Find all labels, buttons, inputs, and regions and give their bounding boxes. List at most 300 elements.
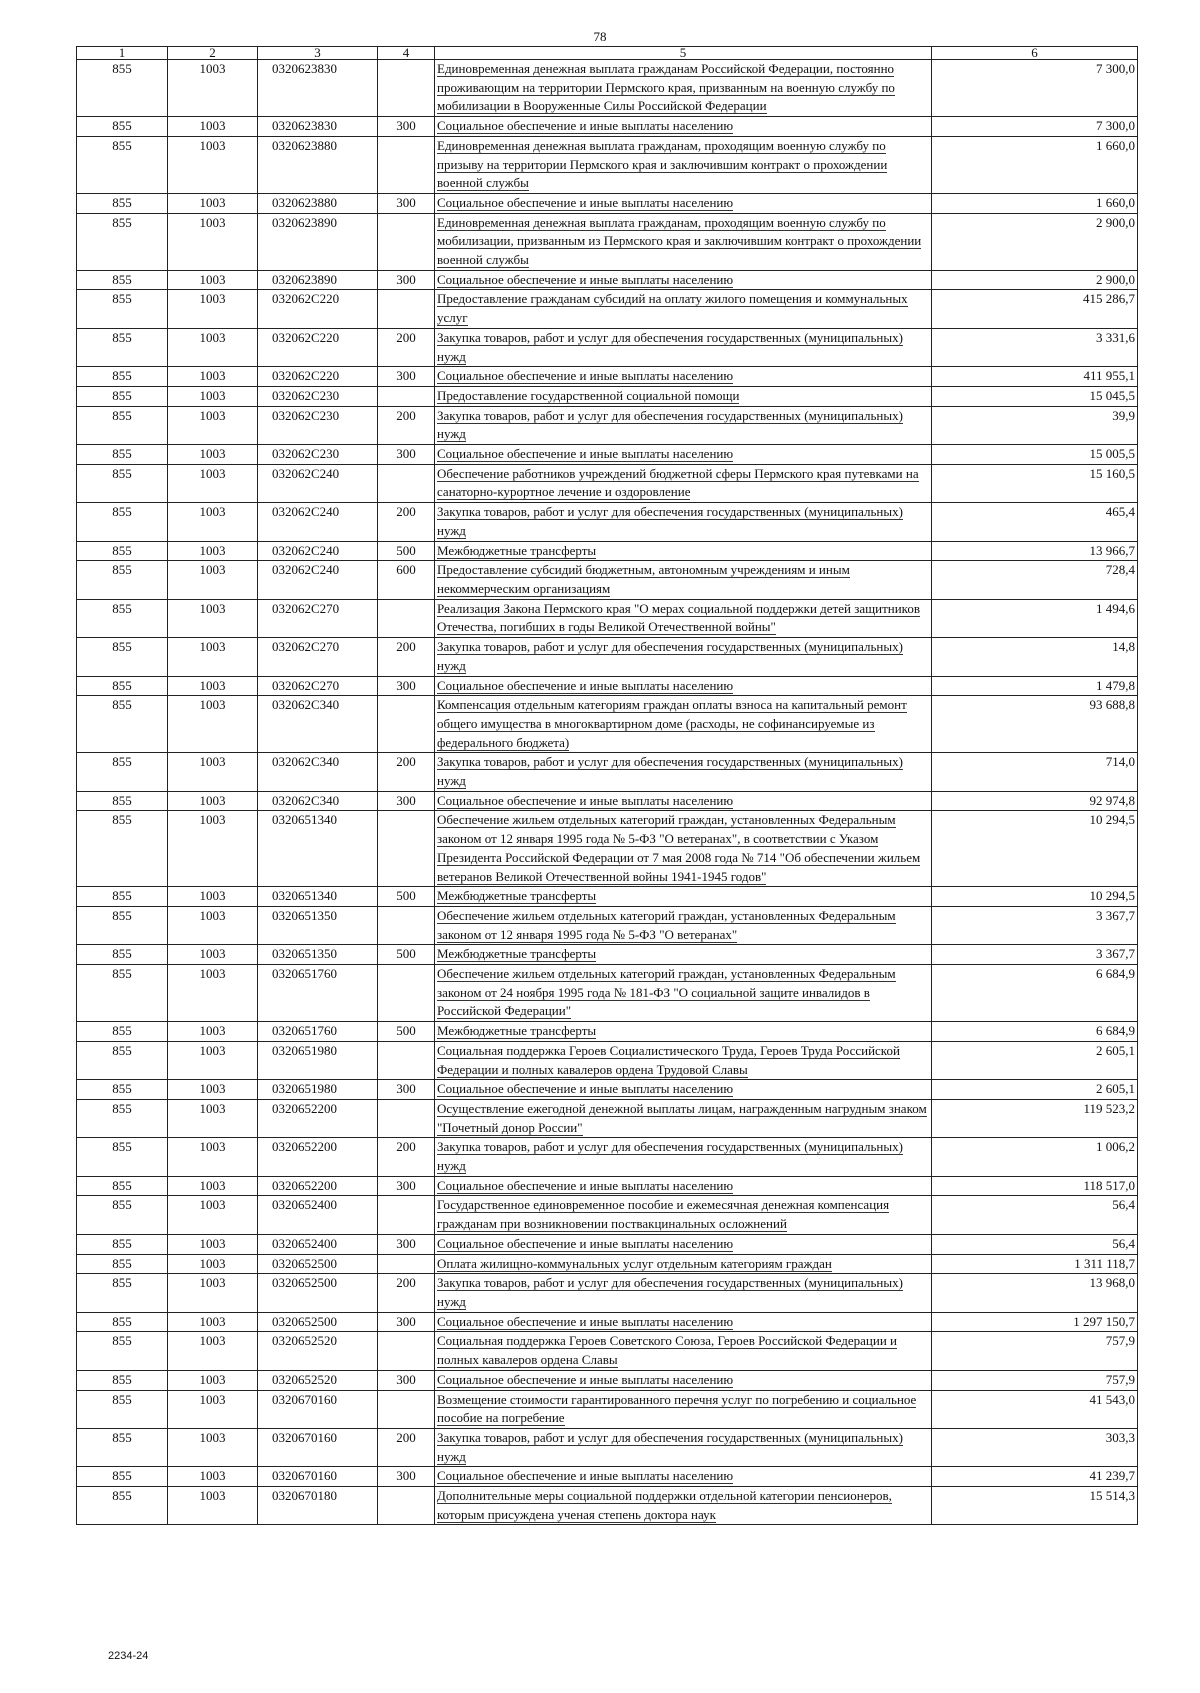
column-header: 6 [932, 47, 1138, 60]
expense-type-code: 300 [378, 1467, 435, 1487]
target-article-code: 0320670160 [258, 1467, 378, 1487]
target-article-code: 0320652400 [258, 1234, 378, 1254]
chapter-code: 855 [77, 290, 168, 328]
chapter-code: 855 [77, 60, 168, 117]
target-article-code: 0320651760 [258, 1022, 378, 1042]
item-description-text: Социальная поддержка Героев Социалистического Труда, Героев Труда Российской Федерации и полных кавалеров ордена Трудовой Славы [437, 1042, 900, 1077]
item-description-text: Социальное обеспечение и иные выплаты населению [437, 368, 734, 384]
chapter-code: 855 [77, 328, 168, 366]
expense-type-code [378, 60, 435, 117]
chapter-code: 855 [77, 945, 168, 965]
expense-type-code [378, 1487, 435, 1525]
item-description-text: Закупка товаров, работ и услуг для обеспечения государственных (муниципальных) нужд [437, 329, 903, 364]
table-row [77, 1080, 1138, 1100]
item-description-text: Предоставление гражданам субсидий на оплату жилого помещения и коммунальных услуг [437, 291, 908, 326]
column-header: 2 [168, 47, 258, 60]
table-row [77, 599, 1138, 637]
item-description [435, 1390, 932, 1428]
item-description-text: Социальное обеспечение и иные выплаты населению [437, 792, 734, 808]
section-code: 1003 [168, 599, 258, 637]
expense-type-code [378, 599, 435, 637]
chapter-code: 855 [77, 1138, 168, 1176]
item-description [435, 1099, 932, 1137]
expense-type-code: 300 [378, 676, 435, 696]
amount: 41 239,7 [932, 1467, 1138, 1487]
expense-type-code [378, 1099, 435, 1137]
table-body [77, 60, 1138, 1525]
target-article-code: 0320651340 [258, 811, 378, 887]
chapter-code: 855 [77, 906, 168, 944]
budget-table [76, 46, 1138, 1525]
item-description-text: Единовременная денежная выплата гражданам, проходящим военную службу по мобилизации, призванным из Пермского края и заключившим контракт о прохождении военной службы [437, 214, 922, 268]
item-description-text: Обеспечение жильем отдельных категорий граждан, установленных Федеральным законом от 12 января 1995 года № 5-ФЗ "О ветеранах", в соответствии с Указом Президента Российской Федерации от 7 мая 2008 года № 714 "Об обеспечении жильем ветеранов Великой Отечественной войны 1941-1945 годов" [437, 812, 921, 884]
section-code: 1003 [168, 791, 258, 811]
item-description-text: Единовременная денежная выплата гражданам, проходящим военную службу по призыву на территории Пермского края и заключившим контракт о прохождении военной службы [437, 137, 888, 191]
item-description-text: Обеспечение жильем отдельных категорий граждан, установленных Федеральным законом от 24 ноября 1995 года № 181-ФЗ "О социальной защите инвалидов в Российской Федерации" [437, 966, 896, 1019]
table-row [77, 541, 1138, 561]
target-article-code: 0320652520 [258, 1332, 378, 1370]
table-row [77, 1274, 1138, 1312]
table-row [77, 464, 1138, 502]
amount: 1 660,0 [932, 193, 1138, 213]
item-description [435, 887, 932, 907]
table-row [77, 906, 1138, 944]
item-description-text: Социальное обеспечение и иные выплаты населению [437, 1081, 734, 1097]
chapter-code: 855 [77, 1254, 168, 1274]
item-description [435, 1022, 932, 1042]
table-row [77, 406, 1138, 444]
chapter-code: 855 [77, 1080, 168, 1100]
section-code: 1003 [168, 1080, 258, 1100]
chapter-code: 855 [77, 811, 168, 887]
amount: 1 006,2 [932, 1138, 1138, 1176]
table-row [77, 117, 1138, 137]
chapter-code: 855 [77, 1274, 168, 1312]
item-description [435, 503, 932, 541]
item-description [435, 1080, 932, 1100]
item-description-text: Социальное обеспечение и иные выплаты населению [437, 1313, 734, 1329]
chapter-code: 855 [77, 676, 168, 696]
item-description [435, 1196, 932, 1234]
expense-type-code [378, 1390, 435, 1428]
section-code: 1003 [168, 367, 258, 387]
section-code: 1003 [168, 1196, 258, 1234]
item-description-text: Межбюджетные трансферты [437, 946, 597, 962]
target-article-code: 032062С230 [258, 445, 378, 465]
table-row [77, 386, 1138, 406]
section-code: 1003 [168, 1428, 258, 1466]
amount: 118 517,0 [932, 1176, 1138, 1196]
target-article-code: 0320670160 [258, 1390, 378, 1428]
amount: 3 331,6 [932, 328, 1138, 366]
target-article-code: 032062С240 [258, 541, 378, 561]
target-article-code: 0320623830 [258, 60, 378, 117]
expense-type-code: 200 [378, 638, 435, 676]
expense-type-code: 300 [378, 791, 435, 811]
table-row [77, 887, 1138, 907]
item-description-text: Возмещение стоимости гарантированного перечня услуг по погребению и социальное пособие на погребение [437, 1391, 917, 1426]
amount: 41 543,0 [932, 1390, 1138, 1428]
table-row [77, 1138, 1138, 1176]
item-description-text: Социальное обеспечение и иные выплаты населению [437, 1177, 734, 1193]
section-code: 1003 [168, 464, 258, 502]
table-row [77, 1332, 1138, 1370]
amount: 757,9 [932, 1332, 1138, 1370]
target-article-code: 0320623880 [258, 193, 378, 213]
item-description-text: Закупка товаров, работ и услуг для обеспечения государственных (муниципальных) нужд [437, 754, 903, 789]
table-row [77, 1467, 1138, 1487]
table-row [77, 676, 1138, 696]
expense-type-code: 300 [378, 193, 435, 213]
expense-type-code [378, 811, 435, 887]
item-description-text: Оплата жилищно-коммунальных услуг отдельным категориям граждан [437, 1255, 832, 1271]
table-row [77, 367, 1138, 387]
amount: 415 286,7 [932, 290, 1138, 328]
table-row [77, 1390, 1138, 1428]
expense-type-code [378, 386, 435, 406]
item-description-text: Предоставление субсидий бюджетным, автономным учреждениям и иным некоммерческим организациям [437, 562, 850, 596]
table-row [77, 945, 1138, 965]
expense-type-code: 300 [378, 1370, 435, 1390]
chapter-code: 855 [77, 1022, 168, 1042]
expense-type-code [378, 136, 435, 193]
target-article-code: 0320651340 [258, 887, 378, 907]
item-description-text: Осуществление ежегодной денежной выплаты лицам, награжденным нагрудным знаком "Почетный донор России" [437, 1100, 927, 1135]
expense-type-code: 500 [378, 887, 435, 907]
amount: 7 300,0 [932, 117, 1138, 137]
chapter-code: 855 [77, 193, 168, 213]
item-description [435, 1428, 932, 1466]
section-code: 1003 [168, 1138, 258, 1176]
amount: 303,3 [932, 1428, 1138, 1466]
amount: 92 974,8 [932, 791, 1138, 811]
section-code: 1003 [168, 696, 258, 753]
table-row [77, 1254, 1138, 1274]
section-code: 1003 [168, 136, 258, 193]
amount: 56,4 [932, 1234, 1138, 1254]
amount: 2 900,0 [932, 270, 1138, 290]
section-code: 1003 [168, 1234, 258, 1254]
target-article-code: 032062С230 [258, 386, 378, 406]
item-description [435, 599, 932, 637]
section-code: 1003 [168, 1041, 258, 1079]
expense-type-code: 200 [378, 1428, 435, 1466]
table-row [77, 270, 1138, 290]
expense-type-code: 200 [378, 753, 435, 791]
table-row [77, 638, 1138, 676]
section-code: 1003 [168, 561, 258, 599]
expense-type-code [378, 1041, 435, 1079]
item-description [435, 561, 932, 599]
section-code: 1003 [168, 676, 258, 696]
expense-type-code [378, 906, 435, 944]
item-description-text: Обеспечение работников учреждений бюджетной сферы Пермского края путевками на санаторно-курортное лечение и оздоровление [437, 465, 919, 500]
section-code: 1003 [168, 1390, 258, 1428]
amount: 2 605,1 [932, 1080, 1138, 1100]
item-description-text: Закупка товаров, работ и услуг для обеспечения государственных (муниципальных) нужд [437, 1275, 903, 1309]
chapter-code: 855 [77, 753, 168, 791]
chapter-code: 855 [77, 541, 168, 561]
chapter-code: 855 [77, 561, 168, 599]
item-description-text: Закупка товаров, работ и услуг для обеспечения государственных (муниципальных) нужд [437, 1139, 903, 1174]
target-article-code: 0320652500 [258, 1254, 378, 1274]
item-description-text: Социальное обеспечение и иные выплаты населению [437, 1235, 734, 1251]
item-description [435, 811, 932, 887]
target-article-code: 0320651980 [258, 1041, 378, 1079]
section-code: 1003 [168, 386, 258, 406]
chapter-code: 855 [77, 1390, 168, 1428]
expense-type-code: 600 [378, 561, 435, 599]
chapter-code: 855 [77, 1428, 168, 1466]
item-description [435, 1312, 932, 1332]
item-description [435, 445, 932, 465]
table-row [77, 290, 1138, 328]
item-description [435, 906, 932, 944]
item-description-text: Социальное обеспечение и иные выплаты населению [437, 1468, 734, 1484]
item-description-text: Социальное обеспечение и иные выплаты населению [437, 446, 734, 462]
column-header: 4 [378, 47, 435, 60]
table-row [77, 1370, 1138, 1390]
amount: 3 367,7 [932, 906, 1138, 944]
amount: 15 045,5 [932, 386, 1138, 406]
section-code: 1003 [168, 811, 258, 887]
expense-type-code: 200 [378, 1138, 435, 1176]
amount: 1 660,0 [932, 136, 1138, 193]
target-article-code: 0320623890 [258, 213, 378, 270]
target-article-code: 032062С340 [258, 696, 378, 753]
item-description [435, 117, 932, 137]
section-code: 1003 [168, 1312, 258, 1332]
chapter-code: 855 [77, 1487, 168, 1525]
target-article-code: 0320652400 [258, 1196, 378, 1234]
table-row [77, 561, 1138, 599]
expense-type-code [378, 464, 435, 502]
amount: 13 966,7 [932, 541, 1138, 561]
amount: 10 294,5 [932, 887, 1138, 907]
section-code: 1003 [168, 193, 258, 213]
table-row [77, 503, 1138, 541]
column-header: 3 [258, 47, 378, 60]
expense-type-code [378, 213, 435, 270]
chapter-code: 855 [77, 367, 168, 387]
chapter-code: 855 [77, 1467, 168, 1487]
section-code: 1003 [168, 753, 258, 791]
item-description-text: Единовременная денежная выплата гражданам Российской Федерации, постоянно проживающим на территории Пермского края, призванным на военную службу по мобилизации в Вооруженные Силы Российской Федерации [437, 61, 895, 114]
item-description-text: Закупка товаров, работ и услуг для обеспечения государственных (муниципальных) нужд [437, 504, 903, 538]
chapter-code: 855 [77, 136, 168, 193]
item-description [435, 1274, 932, 1312]
expense-type-code [378, 1332, 435, 1370]
expense-type-code: 300 [378, 1080, 435, 1100]
chapter-code: 855 [77, 1312, 168, 1332]
item-description [435, 1370, 932, 1390]
chapter-code: 855 [77, 1196, 168, 1234]
item-description [435, 945, 932, 965]
item-description [435, 1487, 932, 1525]
target-article-code: 032062С240 [258, 464, 378, 502]
section-code: 1003 [168, 1274, 258, 1312]
section-code: 1003 [168, 117, 258, 137]
chapter-code: 855 [77, 965, 168, 1022]
section-code: 1003 [168, 638, 258, 676]
expense-type-code: 300 [378, 1176, 435, 1196]
item-description [435, 213, 932, 270]
item-description [435, 696, 932, 753]
item-description-text: Реализация Закона Пермского края "О мерах социальной поддержки детей защитников Отечества, погибших в годы Великой Отечественной войны" [437, 600, 920, 635]
chapter-code: 855 [77, 270, 168, 290]
expense-type-code: 300 [378, 117, 435, 137]
chapter-code: 855 [77, 696, 168, 753]
table-row [77, 1428, 1138, 1466]
section-code: 1003 [168, 328, 258, 366]
amount: 757,9 [932, 1370, 1138, 1390]
target-article-code: 032062С240 [258, 503, 378, 541]
chapter-code: 855 [77, 1234, 168, 1254]
section-code: 1003 [168, 887, 258, 907]
section-code: 1003 [168, 965, 258, 1022]
chapter-code: 855 [77, 1176, 168, 1196]
item-description [435, 676, 932, 696]
table-row [77, 1234, 1138, 1254]
target-article-code: 0320652200 [258, 1138, 378, 1176]
page-number: 78 [593, 29, 607, 44]
target-article-code: 032062С220 [258, 367, 378, 387]
target-article-code: 0320623830 [258, 117, 378, 137]
chapter-code: 855 [77, 1099, 168, 1137]
item-description [435, 1138, 932, 1176]
item-description [435, 328, 932, 366]
table-row [77, 1196, 1138, 1234]
item-description [435, 1467, 932, 1487]
expense-type-code: 200 [378, 1274, 435, 1312]
item-description-text: Государственное единовременное пособие и ежемесячная денежная компенсация гражданам при возникновении поствакцинальных осложнений [437, 1197, 890, 1232]
item-description [435, 965, 932, 1022]
expense-type-code: 500 [378, 1022, 435, 1042]
section-code: 1003 [168, 541, 258, 561]
amount: 14,8 [932, 638, 1138, 676]
target-article-code: 0320652500 [258, 1274, 378, 1312]
section-code: 1003 [168, 1332, 258, 1370]
amount: 465,4 [932, 503, 1138, 541]
section-code: 1003 [168, 1099, 258, 1137]
amount: 2 900,0 [932, 213, 1138, 270]
header-row [77, 47, 1138, 60]
section-code: 1003 [168, 1487, 258, 1525]
expense-type-code: 200 [378, 406, 435, 444]
expense-type-code: 500 [378, 541, 435, 561]
target-article-code: 0320651760 [258, 965, 378, 1022]
amount: 1 311 118,7 [932, 1254, 1138, 1274]
amount: 1 479,8 [932, 676, 1138, 696]
target-article-code: 032062С270 [258, 638, 378, 676]
item-description-text: Социальное обеспечение и иные выплаты населению [437, 677, 734, 693]
section-code: 1003 [168, 213, 258, 270]
amount: 15 005,5 [932, 445, 1138, 465]
section-code: 1003 [168, 503, 258, 541]
expense-type-code [378, 696, 435, 753]
item-description-text: Закупка товаров, работ и услуг для обеспечения государственных (муниципальных) нужд [437, 639, 903, 673]
item-description-text: Социальное обеспечение и иные выплаты населению [437, 271, 734, 287]
item-description [435, 541, 932, 561]
chapter-code: 855 [77, 503, 168, 541]
item-description [435, 1176, 932, 1196]
item-description [435, 386, 932, 406]
target-article-code: 0320623880 [258, 136, 378, 193]
target-article-code: 032062С270 [258, 676, 378, 696]
amount: 7 300,0 [932, 60, 1138, 117]
target-article-code: 032062С220 [258, 290, 378, 328]
expense-type-code [378, 965, 435, 1022]
chapter-code: 855 [77, 638, 168, 676]
item-description [435, 270, 932, 290]
amount: 39,9 [932, 406, 1138, 444]
expense-type-code [378, 290, 435, 328]
section-code: 1003 [168, 906, 258, 944]
amount: 93 688,8 [932, 696, 1138, 753]
table-row [77, 1022, 1138, 1042]
amount: 2 605,1 [932, 1041, 1138, 1079]
item-description [435, 638, 932, 676]
chapter-code: 855 [77, 445, 168, 465]
table-row [77, 1041, 1138, 1079]
item-description [435, 791, 932, 811]
item-description-text: Дополнительные меры социальной поддержки отдельной категории пенсионеров, которым присуждена ученая степень доктора наук [437, 1488, 892, 1522]
table-row [77, 213, 1138, 270]
expense-type-code: 300 [378, 270, 435, 290]
item-description-text: Обеспечение жильем отдельных категорий граждан, установленных Федеральным законом от 12 января 1995 года № 5-ФЗ "О ветеранах" [437, 907, 896, 942]
target-article-code: 0320670180 [258, 1487, 378, 1525]
target-article-code: 0320670160 [258, 1428, 378, 1466]
table-row [77, 696, 1138, 753]
item-description [435, 464, 932, 502]
table-row [77, 193, 1138, 213]
expense-type-code: 300 [378, 445, 435, 465]
target-article-code: 032062С220 [258, 328, 378, 366]
item-description [435, 753, 932, 791]
section-code: 1003 [168, 1370, 258, 1390]
chapter-code: 855 [77, 386, 168, 406]
column-header: 1 [77, 47, 168, 60]
item-description-text: Социальная поддержка Героев Советского Союза, Героев Российской Федерации и полных кавалеров ордена Славы [437, 1333, 898, 1368]
table-row [77, 328, 1138, 366]
item-description [435, 1041, 932, 1079]
table-header [77, 47, 1138, 60]
table-row [77, 1176, 1138, 1196]
target-article-code: 032062С340 [258, 753, 378, 791]
target-article-code: 0320651350 [258, 945, 378, 965]
target-article-code: 0320652200 [258, 1099, 378, 1137]
item-description-text: Социальное обеспечение и иные выплаты населению [437, 1371, 734, 1387]
target-article-code: 0320652200 [258, 1176, 378, 1196]
expense-type-code: 500 [378, 945, 435, 965]
chapter-code: 855 [77, 117, 168, 137]
item-description [435, 193, 932, 213]
expense-type-code: 200 [378, 328, 435, 366]
target-article-code: 0320652520 [258, 1370, 378, 1390]
amount: 15 160,5 [932, 464, 1138, 502]
expense-type-code: 300 [378, 367, 435, 387]
item-description [435, 367, 932, 387]
table-row [77, 445, 1138, 465]
chapter-code: 855 [77, 1041, 168, 1079]
expense-type-code [378, 1254, 435, 1274]
table-row [77, 1099, 1138, 1137]
target-article-code: 0320623890 [258, 270, 378, 290]
expense-type-code [378, 1196, 435, 1234]
amount: 13 968,0 [932, 1274, 1138, 1312]
item-description [435, 406, 932, 444]
expense-type-code: 200 [378, 503, 435, 541]
